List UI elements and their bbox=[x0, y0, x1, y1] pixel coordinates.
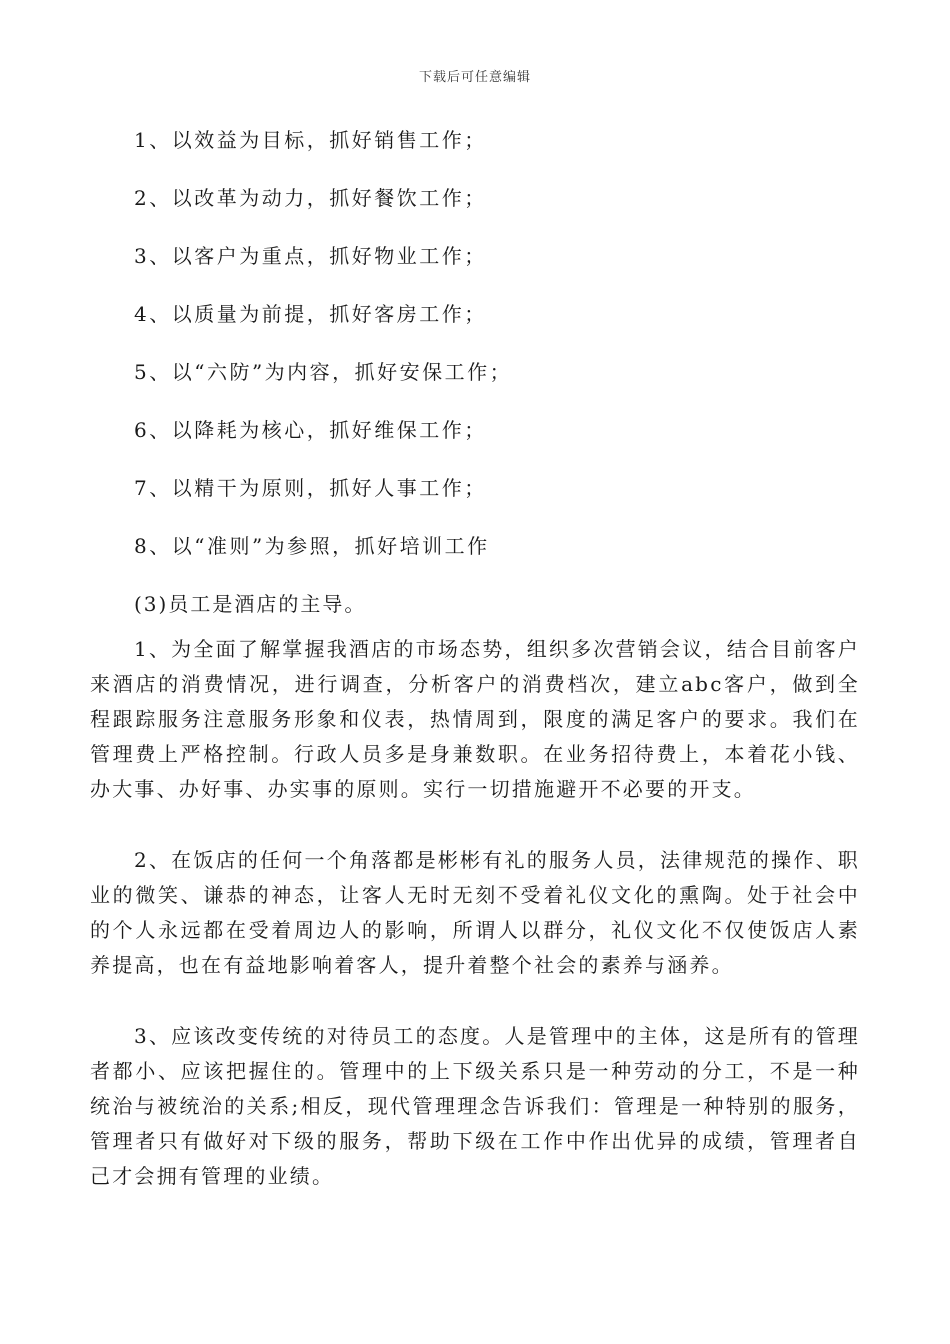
list-item-8: 8、以“准则”为参照，抓好培训工作 bbox=[134, 534, 490, 558]
list-item-1: 1、以效益为目标，抓好销售工作； bbox=[134, 128, 487, 152]
section-subheading: (3)员工是酒店的主导。 bbox=[134, 592, 367, 616]
list-item-2: 2、以改革为动力，抓好餐饮工作； bbox=[134, 186, 487, 210]
list-item-6: 6、以降耗为核心，抓好维保工作； bbox=[134, 418, 487, 442]
list-item-4: 4、以质量为前提，抓好客房工作； bbox=[134, 302, 487, 326]
list-item-5: 5、以“六防”为内容，抓好安保工作； bbox=[134, 360, 513, 384]
list-item-3: 3、以客户为重点，抓好物业工作； bbox=[134, 244, 487, 268]
page-header: 下载后可任意编辑 bbox=[418, 70, 531, 85]
paragraph-1: 1、为全面了解掌握我酒店的市场态势，组织多次营销会议，结合目前客户来酒店的消费情况，进行调查，分析客户的消费档次，建立abc客户，做到全程跟踪服务注意服务形象和仪表，热情周到，限度的满足客户的要求。我们在管理费上严格控制。行政人员多是身兼数职。在业务招待费上，本着花小钱、办大事、办好事、办实事的原则。实行一切措施避开不必要的开支。 bbox=[90, 637, 860, 801]
list-item-7: 7、以精干为原则，抓好人事工作； bbox=[134, 476, 487, 500]
paragraph-2: 2、在饭店的任何一个角落都是彬彬有礼的服务人员，法律规范的操作、职业的微笑、谦恭的神态，让客人无时无刻不受着礼仪文化的熏陶。处于社会中的个人永远都在受着周边人的影响，所谓人以群分，礼仪文化不仅使饭店人素养提高，也在有益地影响着客人，提升着整个社会的素养与涵养。 bbox=[90, 848, 860, 977]
paragraph-3: 3、应该改变传统的对待员工的态度。人是管理中的主体，这是所有的管理者都小、应该把握住的。管理中的上下级关系只是一种劳动的分工，不是一种统治与被统治的关系;相反，现代管理理念告诉我们：管理是一种特别的服务，管理者只有做好对下级的服务，帮助下级在工作中作出优异的成绩，管理者自己才会拥有管理的业绩。 bbox=[90, 1024, 860, 1188]
